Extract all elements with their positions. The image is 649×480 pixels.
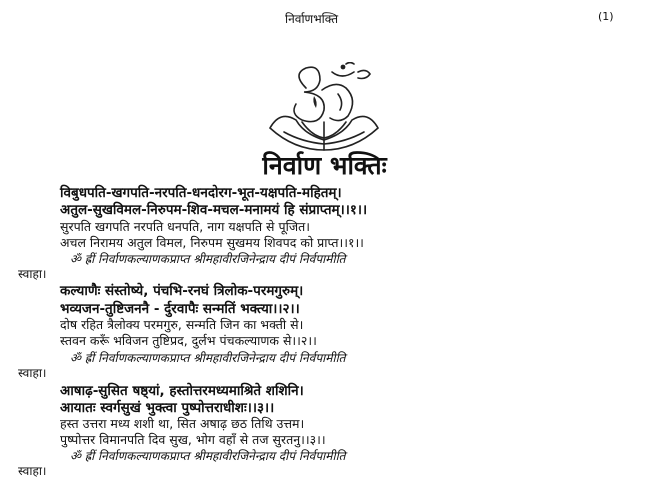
verse-line: भव्यजन-तुष्टिजननै - र्दुरवापैः सन्मतिं भक्त्या।।२।। bbox=[60, 301, 300, 317]
svaha-line: स्वाहा। bbox=[18, 267, 47, 281]
translation-line: अचल निरामय अतुल विमल, निरुपम सुखमय शिवपद को प्राप्त।।१।। bbox=[60, 235, 364, 250]
svaha-line: स्वाहा। bbox=[18, 366, 47, 380]
page-number: (1) bbox=[598, 10, 614, 23]
invocation-line: ॐ ह्रीं निर्वाणकल्याणकप्राप्त श्रीमहावीरजिनेन्द्राय दीपं निर्वपामीति bbox=[70, 351, 346, 365]
translation-line: स्तवन करूँ भविजन तुष्टिप्रद, दुर्लभ पंचकल्याणक से।।२।। bbox=[60, 333, 317, 348]
translation-line: दोष रहित त्रैलोक्य परमगुरु, सन्मति जिन का भक्ती से। bbox=[60, 317, 304, 332]
verse-line: अतुल-सुखविमल-निरुपम-शिव-मचल-मनामयं हि संप्राप्तम्।।१।। bbox=[60, 202, 368, 218]
verse-line: आषाढ़-सुसित षष्ठ्यां, हस्तोत्तरमध्यमाश्रिते शशिनि। bbox=[60, 383, 304, 399]
translation-line: हस्त उत्तरा मध्य शशी था, सित अषाढ़ छठ तिथि उत्तम। bbox=[60, 416, 305, 431]
invocation-line: ॐ ह्रीं निर्वाणकल्याणकप्राप्त श्रीमहावीरजिनेन्द्राय दीपं निर्वपामीति bbox=[70, 449, 346, 463]
translation-line: सुरपति खगपति नरपति धनपति, नाग यक्षपति से पूजित। bbox=[60, 219, 310, 234]
invocation-line: ॐ ह्रीं निर्वाणकल्याणकप्राप्त श्रीमहावीरजिनेन्द्राय दीपं निर्वपामीति bbox=[70, 252, 346, 266]
om-lotus-icon bbox=[262, 62, 386, 154]
running-header bbox=[0, 10, 649, 30]
page-heading: निर्वाण भक्तिः bbox=[262, 151, 387, 180]
svaha-line: स्वाहा। bbox=[18, 464, 47, 478]
running-title: निर्वाणभक्ति bbox=[285, 12, 339, 26]
verse-line: आयातः स्वर्गसुखं भुक्त्वा पुष्पोत्तराधीशः।।३।। bbox=[60, 400, 275, 416]
verse-line: विबुधपति-खगपति-नरपति-धनदोरग-भूत-यक्षपति-महितम्। bbox=[60, 185, 342, 201]
verse-line: कल्याणैः संस्तोष्ये, पंचभि-रनघं त्रिलोक-परमगुरुम्। bbox=[60, 283, 304, 299]
translation-line: पुष्पोत्तर विमानपति दिव सुख, भोग वहाँ से तज सुरतनु।।३।। bbox=[60, 432, 326, 447]
